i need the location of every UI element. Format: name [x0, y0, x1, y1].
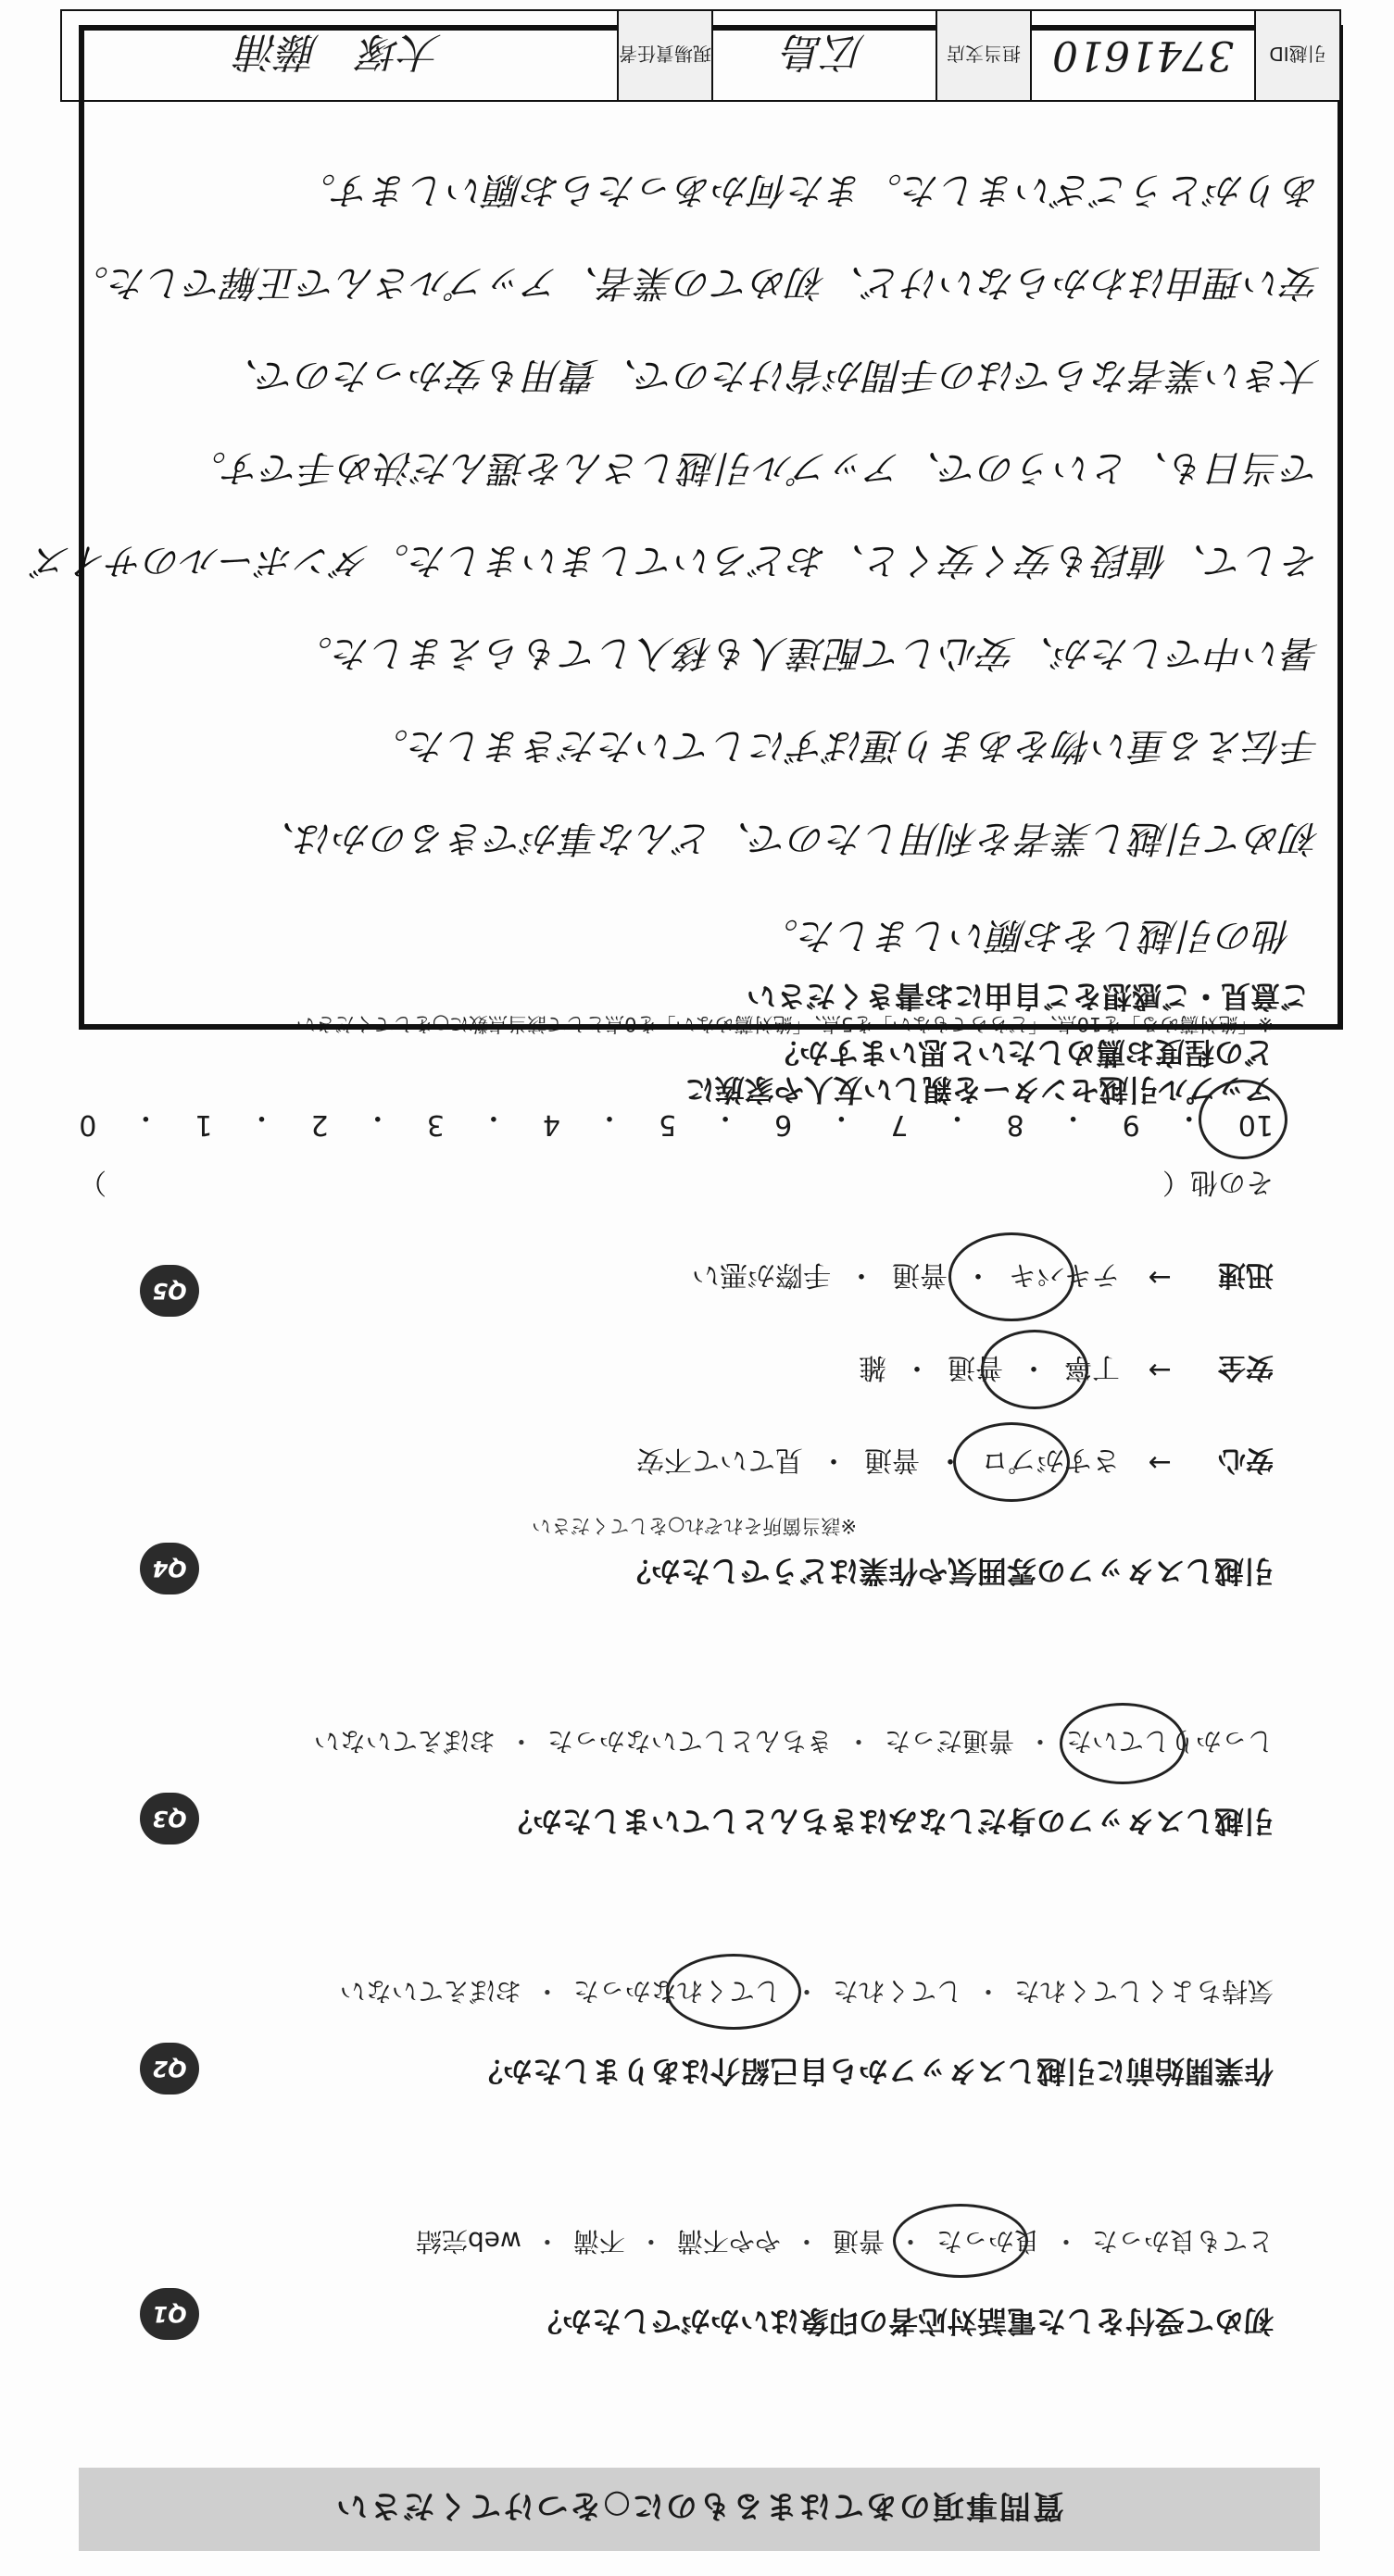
q5-badge: Q5 — [140, 1265, 199, 1317]
q4-option[interactable]: 普通 — [892, 1258, 948, 1291]
banner-text: 質問事項のあてはまるものに○をつけてください — [334, 2487, 1064, 2525]
q4-option[interactable]: 雑 — [859, 1351, 886, 1383]
q4-row-jinsoku: 迅速 → テキパキ ・ 普通 ・ 手際が悪い — [692, 1257, 1274, 1298]
comment-line: 手伝える重い物をあまり運ばずにしていただきました。 — [370, 724, 1320, 767]
q4-row-anzen: 安全 → 丁寧 ・ 普通 ・ 雑 — [859, 1350, 1274, 1391]
q4-other-label: その他（ — [1162, 1166, 1274, 1198]
q2-option[interactable]: してくれなかった — [572, 1976, 781, 2007]
id-label: 引越ID — [1254, 11, 1339, 100]
q1-answer-circle — [893, 2204, 1028, 2278]
branch-value: 広島 — [711, 11, 936, 100]
id-value: 3741610 — [1030, 11, 1254, 100]
q4-other — [79, 1165, 1274, 1206]
q5-score[interactable]: 7 — [890, 1108, 909, 1141]
q5-score-selected[interactable]: 10 — [1237, 1108, 1274, 1141]
q5-question-line2: どの程度お薦めしたいと思いますか？ — [769, 1035, 1274, 1070]
comment-line: で当日も、というので、アップル引越しさんを選んだ決め手です。 — [188, 446, 1320, 489]
q4-other-close: ） — [79, 1166, 107, 1198]
comment-line: 安い理由はわからないけど、初めての業者、アップルさんで正解でした。 — [70, 261, 1320, 304]
q2-answer-circle — [666, 1954, 801, 2030]
q5-score[interactable]: 2 — [310, 1108, 329, 1141]
q1-badge: Q1 — [140, 2288, 199, 2340]
q5-score[interactable]: 5 — [659, 1108, 677, 1141]
q3-badge: Q3 — [140, 1793, 199, 1844]
q1-option[interactable]: とても良かった — [1091, 2226, 1274, 2257]
comment-line: 大きい業者ならではの手間が省けたので、費用も安かったので、 — [220, 354, 1320, 396]
q2-option[interactable]: おぼえていない — [339, 1976, 521, 2007]
comment-title: ご意見・ご感想をご自由にお書きください — [746, 979, 1310, 1014]
q1-options: とても良かった ・ 良かった ・ 普通 ・ やや不満 ・ 不満 ・ web完結 — [416, 2224, 1274, 2261]
arrow-icon: → — [1148, 1261, 1172, 1294]
q4-question: 引越しスタッフの雰囲気や作業はどうでしたか？ — [621, 1554, 1274, 1589]
comment-line: そして、値段も安く安くと、おどろいてしまいました。ダンボールのサイズ — [32, 539, 1320, 581]
arrow-icon: → — [1148, 1446, 1172, 1480]
q3-answer-circle — [1060, 1703, 1186, 1784]
q1-option-selected[interactable]: 良かった — [936, 2226, 1040, 2257]
q4-category: 安全 — [1218, 1351, 1274, 1383]
footer-id-bar — [60, 9, 1341, 102]
q5-answer-circle — [1199, 1080, 1287, 1159]
q5-note: ※「絶対薦める」を10点、「どちらでもない」を5点、「絶対薦めない」を0点として該当点数に○をしてください — [295, 1013, 1274, 1035]
q5-score[interactable]: 8 — [1006, 1108, 1024, 1141]
q5-scale: 10 ・ 9 ・ 8 ・ 7 ・ 6 ・ 5 ・ 4 ・ 3 ・ 2 ・ 1 ・ 0 — [79, 1101, 1274, 1141]
q1-option[interactable]: 普通 — [832, 2226, 885, 2257]
leader-value: 大塚 藤浦 — [237, 28, 442, 75]
q2-option-selected[interactable]: してくれた — [832, 1976, 962, 2007]
q2-badge: Q2 — [140, 2043, 199, 2095]
q4-option[interactable]: 普通 — [948, 1351, 1003, 1383]
q4-option[interactable]: 手際が悪い — [692, 1258, 831, 1291]
q5-score[interactable]: 6 — [774, 1108, 793, 1141]
q1-option[interactable]: web完結 — [415, 2226, 521, 2257]
q4-note: ※該当箇所それぞれ○をしてください — [532, 1515, 857, 1537]
q4-option[interactable]: 見ていて不安 — [636, 1444, 803, 1476]
q2-question: 作業開始前に引越しスタッフから自己紹介はありましたか？ — [472, 2054, 1274, 2089]
q4-badge: Q4 — [140, 1543, 199, 1594]
q5-score[interactable]: 4 — [542, 1108, 560, 1141]
comment-line: 他の引越しをお願いしました。 — [760, 914, 1292, 957]
q4-option-selected[interactable]: テキパキ — [1009, 1258, 1120, 1291]
q4-option-selected[interactable]: さすがプロ — [981, 1444, 1120, 1476]
arrow-icon: → — [1148, 1354, 1172, 1387]
q4-jinsoku-circle — [948, 1232, 1074, 1321]
q5-score[interactable]: 9 — [1122, 1108, 1140, 1141]
q5-score[interactable]: 3 — [426, 1108, 445, 1141]
q3-option[interactable]: きちんとしていなかった — [546, 1726, 833, 1757]
comment-line: 暑い中でしたが、安心して配達人も移入してもらえました。 — [295, 631, 1320, 674]
q5-score[interactable]: 0 — [79, 1108, 97, 1141]
q4-category: 安心 — [1218, 1444, 1274, 1476]
q3-option[interactable]: おぼえていない — [313, 1726, 496, 1757]
q4-option[interactable]: 普通 — [864, 1444, 920, 1476]
q3-options: しっかりしていた ・ 普通だった ・ きちんとしていなかった ・ おぼえていない — [314, 1724, 1274, 1761]
comment-line: ありがとうございました。また何かあったらお願いします。 — [297, 169, 1320, 211]
q4-option-selected[interactable]: 丁寧 — [1064, 1351, 1120, 1383]
q1-question: 初めて受付をした電話対応者の印象はいかがでしたか？ — [532, 2304, 1274, 2339]
q3-question: 引越しスタッフの身だしなみはきちんとしていましたか？ — [502, 1804, 1274, 1839]
instruction-banner — [79, 2468, 1320, 2551]
q2-options: 気持ちよくしてくれた ・ してくれた ・ してくれなかった ・ おぼえていない — [340, 1974, 1274, 2011]
comment-line: 初めて引越し業者を利用したので、どんな事ができるのかは、 — [257, 817, 1320, 859]
q5-score[interactable]: 1 — [195, 1108, 213, 1141]
leader-label: 現場責任者 — [617, 11, 711, 100]
q4-category: 迅速 — [1218, 1258, 1274, 1291]
q4-anshin-circle — [953, 1422, 1070, 1502]
q2-option[interactable]: 気持ちよくしてくれた — [1013, 1976, 1274, 2007]
q1-option[interactable]: 不満 — [572, 2226, 625, 2257]
branch-label: 担当支店 — [936, 11, 1030, 100]
q3-option[interactable]: 普通だった — [884, 1726, 1014, 1757]
q3-option-selected[interactable]: しっかりしていた — [1065, 1726, 1274, 1757]
q4-anzen-circle — [981, 1330, 1088, 1409]
q5-question-line1: アップル引越センターを親しい友人や家族に — [684, 1072, 1274, 1107]
q1-option[interactable]: やや不満 — [676, 2226, 781, 2257]
q4-row-anshin: 安心 → さすがプロ ・ 普通 ・ 見ていて不安 — [636, 1443, 1274, 1483]
